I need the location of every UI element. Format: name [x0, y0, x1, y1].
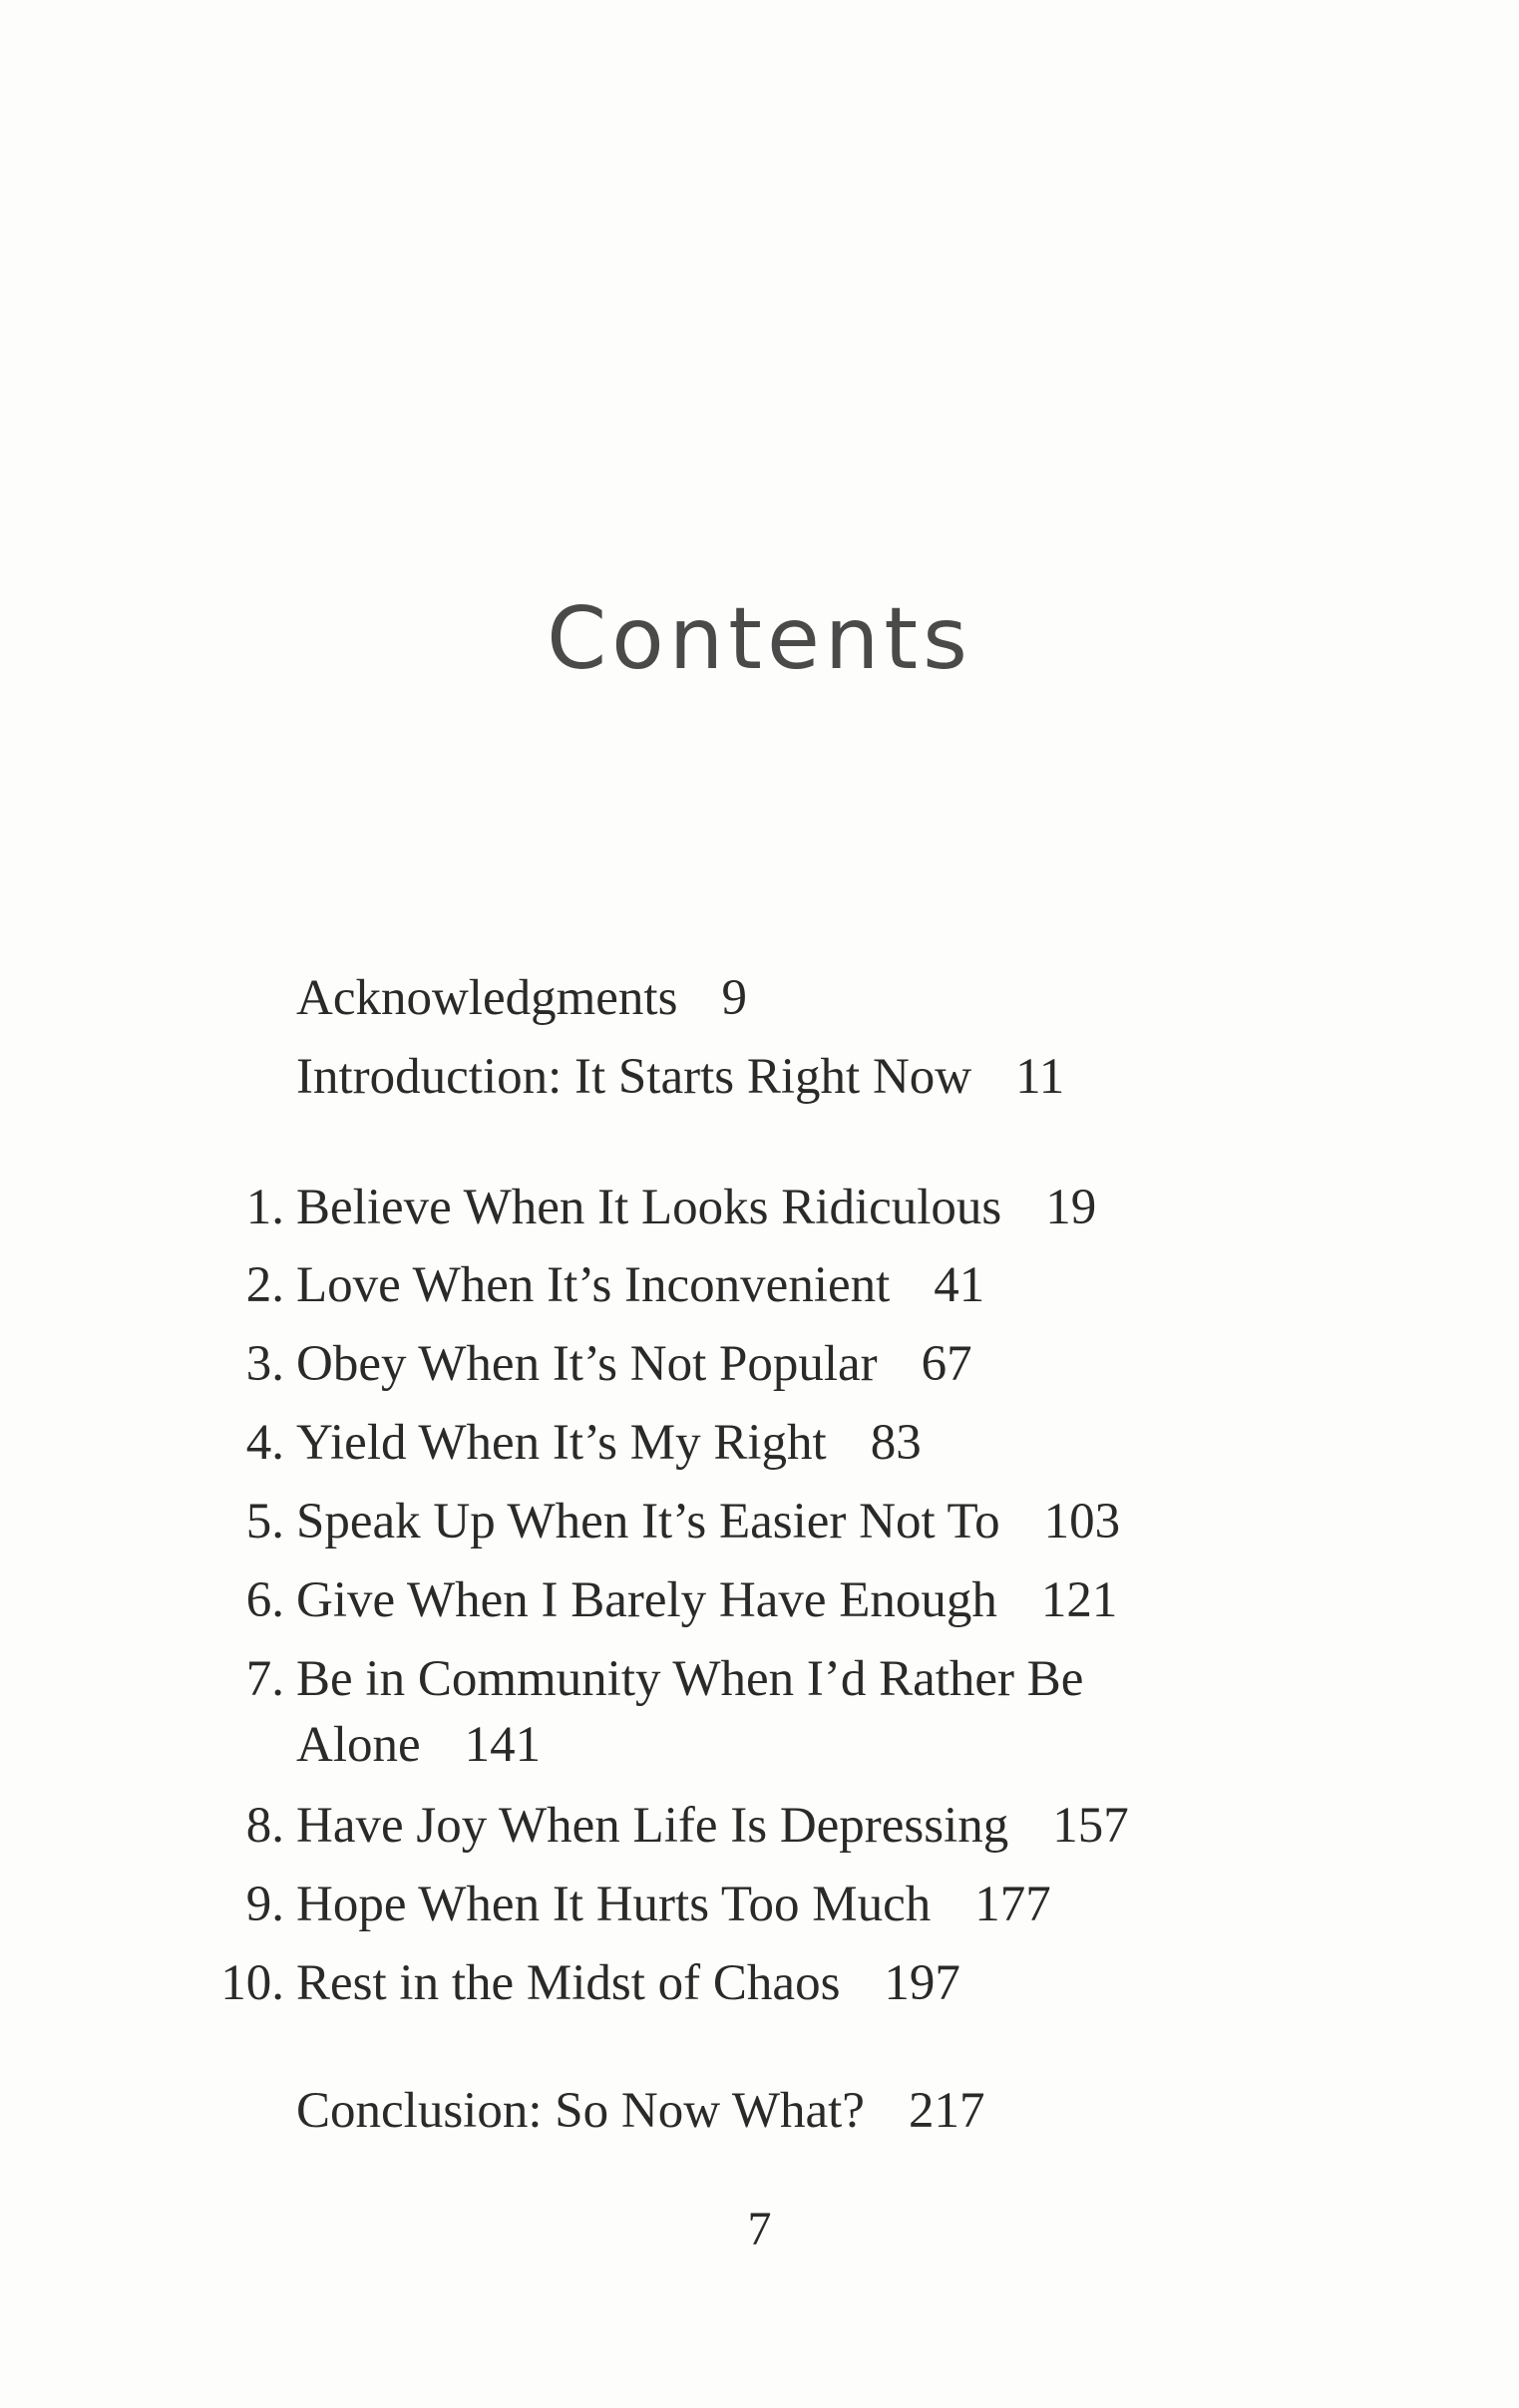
toc-entry-page: 141 [464, 1717, 542, 1773]
toc-entry-label: Have Joy When Life Is Depressing [296, 1798, 1009, 1854]
toc-entry-page: 157 [1052, 1798, 1129, 1854]
chapter-number: 7. [245, 1651, 284, 1707]
toc-entry-label: Speak Up When It’s Easier Not To [296, 1494, 1000, 1549]
toc-entry-label: Obey When It’s Not Popular [296, 1336, 878, 1392]
toc-entry-label: Love When It’s Inconvenient [296, 1257, 891, 1313]
toc-entry-page: 103 [1043, 1494, 1121, 1549]
page-number: 7 [747, 2203, 772, 2255]
chapter-number: 1. [245, 1180, 284, 1235]
toc-entry-label: Rest in the Midst of Chaos [296, 1955, 841, 2011]
toc-entry-page: 197 [884, 1955, 960, 2011]
toc-entry-label: Acknowledgments [296, 970, 678, 1026]
toc-entry-page: 217 [908, 2083, 985, 2139]
toc-entry-label-continued: Alone [296, 1717, 421, 1773]
toc-entry-page: 11 [1015, 1049, 1065, 1105]
page-title: Contents [547, 589, 972, 689]
chapter-number: 5. [245, 1494, 284, 1549]
chapter-number: 4. [245, 1415, 284, 1471]
toc-entry-label: Conclusion: So Now What? [296, 2083, 865, 2139]
toc-entry-page: 67 [921, 1336, 972, 1392]
toc-entry-page: 177 [974, 1877, 1051, 1932]
toc-entry-label: Give When I Barely Have Enough [296, 1572, 997, 1628]
toc-entry-page: 121 [1040, 1572, 1118, 1628]
toc-entry-page: 83 [870, 1415, 922, 1471]
chapter-number: 3. [245, 1336, 284, 1392]
toc-entry-page: 41 [934, 1257, 985, 1313]
chapter-number: 6. [245, 1572, 284, 1628]
toc-entry-label: Introduction: It Starts Right Now [296, 1049, 972, 1105]
toc-entry-page: 9 [721, 970, 747, 1026]
chapter-number: 2. [245, 1257, 284, 1313]
toc-entry-label: Be in Community When I’d Rather Be [296, 1651, 1084, 1707]
toc-entry-page: 19 [1045, 1180, 1097, 1235]
chapter-number: 10. [220, 1955, 284, 2011]
toc-entry-label: Hope When It Hurts Too Much [296, 1877, 932, 1932]
chapter-number: 8. [245, 1798, 284, 1854]
chapter-number: 9. [245, 1877, 284, 1932]
toc-entry-label: Believe When It Looks Ridiculous [296, 1180, 1002, 1235]
toc-entry-chapter-7-continued [296, 1717, 542, 1773]
toc-entry-label: Yield When It’s My Right [296, 1415, 827, 1471]
